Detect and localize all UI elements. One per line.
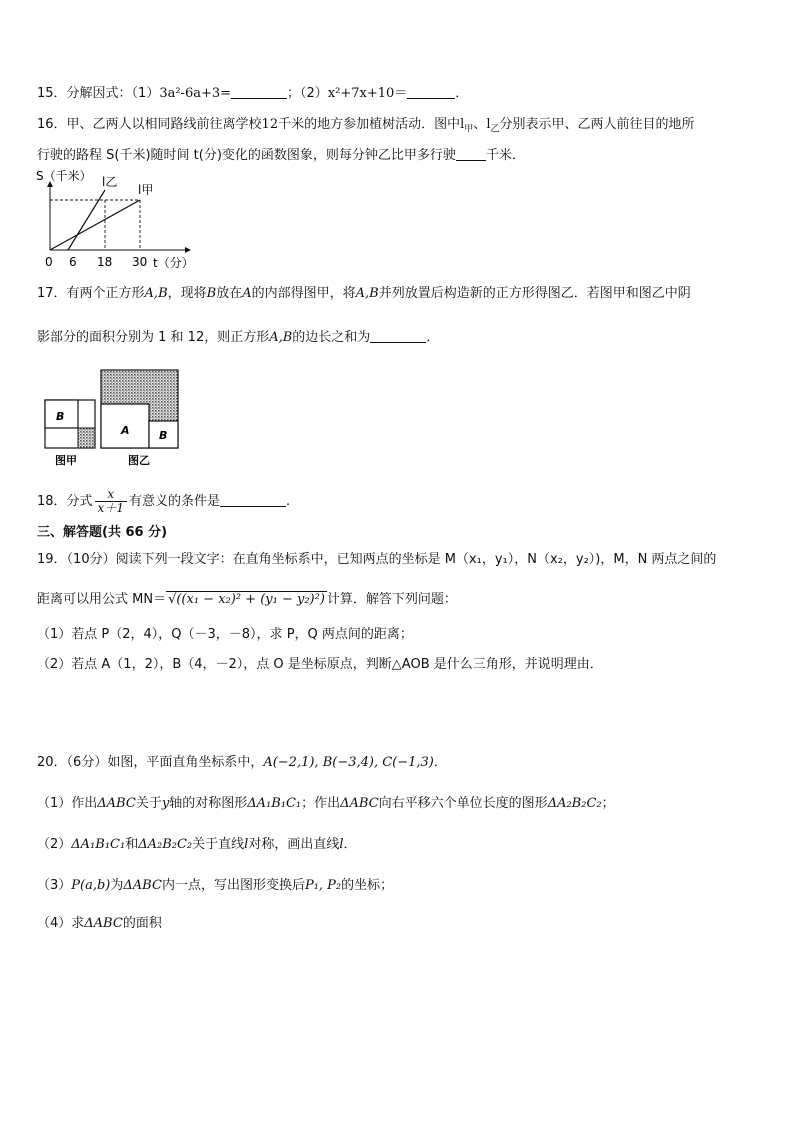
question-15 [37, 84, 468, 103]
q15-expr1: 3a²-6a+3= [159, 86, 232, 101]
q17-ab-2: A,B [355, 286, 379, 301]
q20-a1b1c1: ΔA₁B₁C₁ [247, 796, 302, 811]
q15-blank-1[interactable] [231, 84, 287, 99]
q20-sub2b: 和 [125, 837, 139, 852]
q20-sub2c: 关于直线 [192, 837, 245, 852]
q15-expr2: x²+7x+10＝ [327, 86, 408, 101]
question-20-sub-3 [37, 877, 393, 895]
q18-end: . [285, 494, 291, 509]
q17-text-2b: 的边长之和为 [292, 330, 371, 345]
q16-l-jia: l [460, 117, 465, 132]
q18-fraction [95, 488, 127, 515]
q20-text-1a: 20．（6分）如图，平面直角坐标系中， [37, 755, 264, 770]
q20-sub3c: 内一点，写出图形变换后 [161, 878, 305, 893]
label-l-jia: l甲 [138, 183, 154, 197]
q20-sub3b: 为 [110, 878, 124, 893]
fig-yi-label-a: A [121, 424, 130, 437]
q15-prefix: 15．分解因式：（1） [37, 86, 160, 101]
q20-sub1d: ；作出 [301, 796, 341, 811]
q20-l-2: l [339, 837, 344, 852]
question-17-line-2 [37, 328, 439, 347]
q20-sub2end: ． [343, 837, 357, 852]
q17-text-2: 影部分的面积分别为 1 和 12，则正方形 [37, 330, 270, 345]
q20-abc-3: ΔABC [123, 878, 162, 893]
q17-text-1e: 并列放置后构造新的正方形得图乙．若图甲和图乙中阴 [378, 286, 691, 301]
q16-distance: 12 [261, 117, 279, 132]
q20-points: A(−2,1), B(−3,4), C(−1,3) [263, 755, 434, 770]
q19-distance-formula: √((x₁ − x₂)² + (y₁ − y₂)²) [168, 592, 325, 607]
q17-text-1d: 的内部得图甲，将 [251, 286, 356, 301]
x-axis-label: t（分） [153, 256, 194, 270]
q18-denominator: x＋1 [95, 501, 127, 515]
q20-a2b2c2-2: ΔA₂B₂C₂ [138, 837, 193, 852]
figure-yi [101, 370, 178, 467]
caption-jia: 图甲 [55, 454, 77, 467]
q20-sub1b: 关于 [135, 796, 162, 811]
origin-label: 0 [45, 255, 53, 269]
q16-graph [36, 168, 206, 272]
q17-a: A [242, 286, 252, 301]
question-20-sub-1 [37, 795, 615, 813]
q20-text-1end: ． [433, 755, 447, 770]
q20-abc-2: ΔABC [340, 796, 379, 811]
q17-ab: A,B [144, 286, 168, 301]
label-l-yi: l乙 [102, 175, 118, 189]
q18-suffix: 有意义的条件是 [128, 494, 220, 509]
tick-30: 30 [132, 255, 148, 269]
q17-b: B [206, 286, 217, 301]
q15-sep: ；（2） [287, 86, 328, 101]
q17-ab-3: A,B [269, 330, 293, 345]
q19-text-2b: 计算．解答下列问题： [326, 592, 457, 607]
question-19-sub-1: （1）若点 P（2，4），Q（－3，－8），求 P，Q 两点间的距离； [37, 627, 413, 642]
q20-sub3a: （3） [37, 878, 72, 893]
q20-sub2a: （2） [37, 837, 72, 852]
q19-text-2a: 距离可以用公式 MN＝ [37, 592, 167, 607]
q16-yi-sub: 乙 [490, 124, 500, 135]
question-19-line-1: 19．（10分）阅读下列一段文字：在直角坐标系中，已知两点的坐标是 M（x₁，y₁），N（x₂，y₂）)，M，N 两点之间的 [37, 552, 717, 567]
line-yi [68, 190, 105, 250]
question-20-line-1 [37, 754, 447, 772]
q20-sub1e: 向右平移六个单位长度的图形 [378, 796, 548, 811]
q20-sub4a: （4）求 [37, 916, 85, 931]
q18-prefix: 18．分式 [37, 494, 93, 509]
q17-text-2-end: ． [426, 330, 440, 345]
q16-blank[interactable] [456, 146, 486, 161]
q20-sub1end: ； [601, 796, 615, 811]
q16-l-yi: l [486, 117, 491, 132]
fig-jia-label-b: B [56, 410, 65, 423]
question-16-line-1 [37, 116, 695, 139]
q20-sub2d: 对称，画出直线 [248, 837, 340, 852]
q16-text-1: 16．甲、乙两人以相同路线前往离学校 [37, 117, 262, 132]
question-18 [37, 488, 290, 516]
q17-text-1b: ，现将 [167, 286, 207, 301]
tick-18: 18 [97, 255, 113, 269]
q15-end: ． [455, 86, 469, 101]
q20-abc: ΔABC [97, 796, 136, 811]
q17-blank[interactable] [370, 328, 426, 343]
figure-jia [45, 400, 95, 467]
q20-p1p2: P₁, P₂ [304, 878, 342, 893]
q16-dun: 、 [473, 117, 487, 132]
q16-jia-sub: 甲 [464, 124, 474, 135]
question-20-sub-2 [37, 836, 357, 854]
q17-text-1c: 放在 [216, 286, 243, 301]
q18-numerator: x [107, 487, 115, 501]
section-3-heading: 三、解答题(共 66 分) [37, 525, 168, 540]
fig-yi-label-b: B [159, 429, 168, 442]
q20-sub1a: （1）作出 [37, 796, 98, 811]
q20-abc-4: ΔABC [84, 916, 123, 931]
q20-sub3d: 的坐标； [341, 878, 394, 893]
question-16-line-2 [37, 146, 525, 165]
q17-text-1: 17．有两个正方形 [37, 286, 145, 301]
q20-pab: P(a,b) [71, 878, 111, 893]
line-jia [50, 200, 140, 250]
question-19-line-2 [37, 588, 457, 612]
y-axis-label: S（千米） [36, 169, 92, 183]
q16-text-1c: 分别表示甲、乙两人前往目的地所 [499, 117, 695, 132]
q20-sub4b: 的面积 [122, 916, 162, 931]
q20-y: y [161, 796, 170, 811]
tick-6: 6 [69, 255, 77, 269]
q20-a2b2c2: ΔA₂B₂C₂ [547, 796, 602, 811]
q16-text-1b: 千米的地方参加植树活动．图中 [278, 117, 461, 132]
q20-sub1c: 轴的对称图形 [169, 796, 248, 811]
caption-yi: 图乙 [128, 454, 150, 467]
question-20-sub-4 [37, 915, 162, 933]
question-17-line-1 [37, 285, 691, 303]
q16-text-2: 行驶的路程 S(千米)随时间 t(分)变化的函数图象，则每分钟乙比甲多行驶 [37, 148, 456, 163]
question-19-sub-2: （2）若点 A（1，2），B（4，－2），点 O 是坐标原点，判断△AOB 是什么三角形，并说明理由． [37, 657, 603, 672]
q18-blank[interactable] [220, 492, 286, 507]
q16-text-2-end: 千米． [485, 148, 525, 163]
q15-blank-2[interactable] [407, 84, 455, 99]
q20-l: l [244, 837, 249, 852]
q20-a1b1c1-2: ΔA₁B₁C₁ [71, 837, 126, 852]
q17-figures [44, 368, 184, 468]
